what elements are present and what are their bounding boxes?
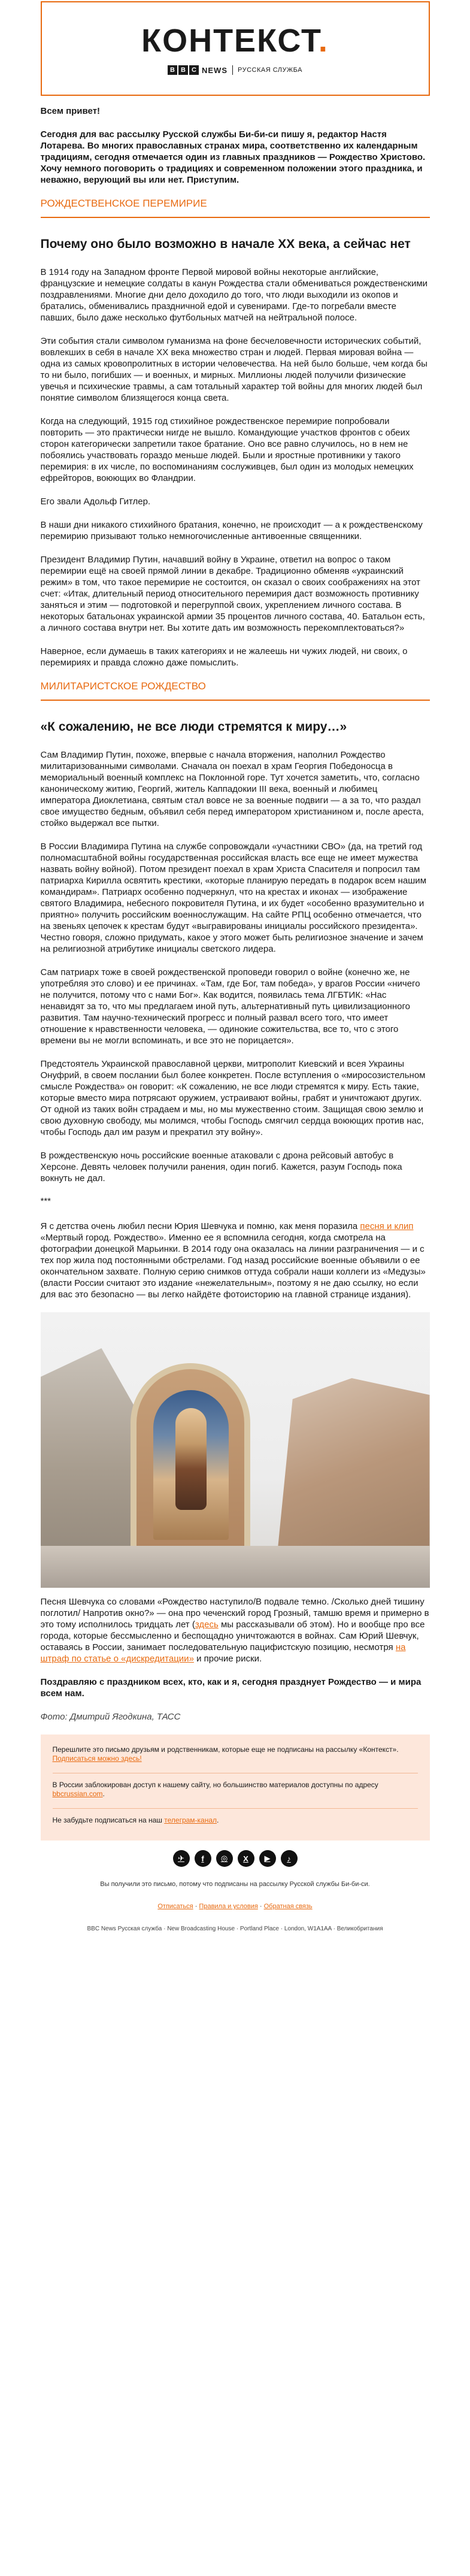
text-run: Песня Шевчука со словами «Рождество наступило/В подвале темно. /Сколько дней тишину поглотил/ Напротив окно?» — она про чеченский город Грозный, тамшю время и примерно в это тому исполнилось тридцать лет ( — [40, 1597, 429, 1630]
text-run: В России заблокирован доступ к нашему сайту, но большинство материалов доступны по адресу — [52, 1781, 378, 1789]
paragraph: Сам Владимир Путин, похоже, впервые с начала вторжения, наполнил Рождество милитаризованными символами. Сначала он поехал в храм Георгия Победоносца в мемориальный военный комплекс на Поклонной горе. Тут хочется заметить, что, согласно каноническому житию, Георгий, житель Каппадокии III века, военный и любимец императора Диоклетиана, святым стал вовсе не за военные подвиги — а за то, что раздал свое имущество бедным, объявил себя перед императором христианином и, после ареста, стойко выдержал все пытки. — [40, 750, 424, 828]
tiktok-icon[interactable]: ♪ — [281, 1850, 298, 1867]
footer-links — [41, 1902, 430, 1911]
paragraph — [41, 1596, 430, 1664]
text-run: . — [217, 1816, 219, 1824]
section-separator: *** — [40, 1196, 51, 1206]
saint-figure — [175, 1408, 207, 1510]
text-run: Я с детства очень любил песни Юрия Шевчука и помню, как меня поразила — [40, 1221, 360, 1231]
x-twitter-icon[interactable]: X — [238, 1850, 254, 1867]
telegram-icon[interactable]: ✈ — [173, 1850, 190, 1867]
newsletter-body — [41, 96, 430, 1723]
section-headline: Почему оно было возможно в начале XX века, а сейчас нет — [40, 237, 411, 251]
logo-text: КОНТЕКСТ — [141, 23, 319, 59]
text-run: Не забудьте подписаться на наш — [52, 1816, 165, 1824]
feedback-link[interactable]: Обратная связь — [263, 1903, 313, 1910]
unsubscribe-link[interactable]: Отписаться — [157, 1903, 193, 1910]
paragraph: Наверное, если думаешь в таких категориях и не жалеешь ни чужих людей, ни своих, о перемириях и правда сложно даже помыслить. — [40, 646, 408, 668]
newsletter-header — [41, 1, 430, 96]
debris — [41, 1546, 430, 1588]
section-headline: «К сожалению, не все люди стремятся к миру…» — [40, 720, 347, 734]
bbc-divider — [232, 65, 233, 75]
forward-note — [53, 1745, 418, 1763]
paragraph: Эти события стали символом гуманизма на фоне бесчеловечности исторических событий, вовлекших в себя в начале XX века множество стран и людей. Первая мировая война — одна из самых кровопролитных в истории человечества. На ней было больше, чем когда бы то ни было, погибших — и военных, и мирных. Миллионы людей получили физические увечья и психические травмы, а сам тотальный характер той войны для многих людей был понятие символом близящегося конца света. — [40, 336, 427, 403]
telegram-channel-link[interactable]: телеграм-канал — [164, 1816, 217, 1824]
bbc-letter: B — [178, 65, 188, 75]
divider — [53, 1808, 418, 1809]
footer-disclaimer — [41, 1880, 430, 1933]
bbc-logo — [168, 65, 199, 75]
separator: · — [257, 1903, 264, 1910]
text-run: Перешлите это письмо друзьям и родственникам, которые еще не подписаны на рассылку «Контекст». — [52, 1745, 399, 1754]
ruined-church-photo — [41, 1312, 430, 1588]
mirror-site-link[interactable]: bbcrussian.com — [52, 1790, 103, 1798]
text-run: . — [102, 1790, 105, 1798]
here-link[interactable]: здесь — [195, 1620, 219, 1630]
service-name: РУССКАЯ СЛУЖБА — [238, 66, 302, 74]
bbc-branding — [168, 65, 302, 75]
facebook-icon[interactable]: f — [195, 1850, 211, 1867]
section-title-truce: РОЖДЕСТВЕНСКОЕ ПЕРЕМИРИЕ — [41, 198, 430, 218]
youtube-icon[interactable]: ▶ — [259, 1850, 276, 1867]
telegram-note — [53, 1816, 418, 1825]
paragraph: В наши дни никакого стихийного братания, конечно, не происходит — а к рождественскому перемирию призывают только немногочисленные антивоенные священники. — [40, 520, 423, 541]
bbc-letter: B — [168, 65, 177, 75]
section-title-militarist: МИЛИТАРИСТСКОЕ РОЖДЕСТВО — [41, 680, 430, 701]
terms-link[interactable]: Правила и условия — [199, 1903, 258, 1910]
separator: · — [193, 1903, 199, 1910]
paragraph: Когда на следующий, 1915 год стихийное рождественское перемирие попробовали повторить — это практически нигде не вышло. Командующие участков фронтов с обеих сторон категорически запретили такое братание. Оно все равно случилось, но в нем не побоялись участвовать гораздо меньше людей. Были и яростные противники у такого перемирия: в их числе, по воспоминаниям сослуживцев, был один из молодых немецких ефрейторов, воюющих во Фландрии. — [40, 416, 414, 483]
closing-greeting: Поздравляю с праздником всех, кто, как и я, сегодня празднует Рождество — и мира всем нам. — [40, 1677, 422, 1699]
greeting: Всем привет! — [40, 106, 101, 116]
intro-paragraph: Сегодня для вас рассылку Русской службы Би-би-си пишу я, редактор Настя Лотарева. Во многих православных странах мира, соответственно их календарным традициям, сегодня отмечается один из главных праздников — Рождество Христово. Хочу немного поговорить о традициях и современном положении этого праздника, и неважно, верующий вы или нет. Приступим. — [40, 129, 426, 185]
logo-dot: . — [318, 23, 329, 59]
paragraph: В рождественскую ночь российские военные атаковали с дрона рейсовый автобус в Херсоне. Девять человек получили ранения, один погиб. Кажется, разум Господь пока вокнуть не дал. — [40, 1151, 402, 1183]
paragraph: Предстоятель Украинской православной церкви, митрополит Киевский и всея Украины Онуфрий, в своем послании был более конкретен. После вступления о «миросозистельном смысле Рождества» он говорит: «К сожалению, не все люди стремятся к миру. Есть такие, которые вместо мира потрясают оружием, устраивают войны, грабят и уничтожают других. От одной из таких войн страдаем и мы, но мы мужественно стоим. Защищая свою землю и свою духовную свободу, мы молимся, чтобы Господь смягчил сердца воюющих против нас, чтобы Господь дал им разум и прекратил эту войну». — [40, 1059, 426, 1137]
fine-article-link[interactable]: на штраф по статье о «дискредитации» — [40, 1642, 406, 1664]
bbc-letter: C — [189, 65, 199, 75]
paragraph — [41, 1221, 430, 1300]
paragraph: В 1914 году на Западном фронте Первой мировой войны некоторые английские, французские и немецкие солдаты в канун Рождества стали обмениваться рождественскими поздравлениями. Многие дни дело доходило до того, что люди выходили из окопов и братались, обменивались праздничной едой и сувенирами. Где-то погребали вместе павших, было даже несколько футбольных матчей на нейтральной полосе. — [40, 267, 428, 323]
text-run: мы рассказывали об этом). Но и вообще про все города, которые бессмысленно и беспощадно уничтожаются в войнах. Сам Юрий Шевчук, оставаясь в России, занимает последовательную пацифистскую позицию, несмотря — [40, 1620, 425, 1652]
paragraph: Сам патриарх тоже в своей рождественской проповеди говорил о войне (конечно же, не употребляя это слово) и ее причинах. «Там, где Бог, там победа», у врагов России «ничего не получится, потому что с нами Бог». Как водится, появилась тема ЛГБТИК: «Нас ненавидят за то, что мы предлагаем иной путь, альтернативный путь цивилизационного развития. Там научно-технический прогресс и полный развал всего того, что имеет отношение к нравственности человека, — одинокие сожительства, все то, что с этого времени вы не могли вспоминать, и все это не порицается». — [40, 967, 420, 1046]
subscription-reason: Вы получили это письмо, потому что подписаны на рассылку Русской службы Би-би-си. — [100, 1881, 370, 1888]
song-link[interactable]: песня и клип — [360, 1221, 414, 1231]
social-links — [0, 1850, 470, 1867]
text-run: и прочие риски. — [193, 1654, 262, 1664]
paragraph: В России Владимира Путина на службе сопровождали «участники СВО» (да, на третий год полномасштабной войны государственная российская власть все еще не имеет мужества назвать войну войной). Потом президент поехал в храм Христа Спасителя и попросил там патриарха Кирилла освятить крестики, «которые планирую передать в подарок всем нашим командирам». Патриарх особенно подчеркнул, что на крестах и иконах — изображение святого Владимира, небесного покровителя Путина, и их будет «особенно вразумительно и приятно» получить российским военнослужащим. На сайте РПЦ особенно отмечается, что на звеньях цепочек к крестам будут «выгравированы инициалы российского президента». Честно говоря, сложно придумать, какое у этого может быть религиозное значение и зачем на религиозной атрибутике инициалы светского лидера. — [40, 841, 427, 954]
paragraph: Его звали Адольф Гитлер. — [40, 497, 151, 507]
text-run: «Мертвый город. Рождество». Именно ее я вспомнила сегодня, когда смотрела на фотографии донецкой Марьинки. В 2014 году она оказалась на линии разграничения — и с тех пор жила под постоянными обстрелами. Год назад российские военные объявили о ее окончательном захвате. Полную серию снимков оттуда собрали наши коллеги из «Медузы» (власти России считают это издание «нежелательным», поэтому я не даю ссылку, но если для вас это безопасно — вы легко найдёте фотоисторию на главной странице издания). — [40, 1233, 426, 1300]
photo-credit: Фото: Дмитрий Ягодкина, ТАСС — [40, 1712, 181, 1722]
paragraph: Президент Владимир Путин, начавший войну в Украине, ответил на вопрос о таком перемирии ещё на своей прямой линии в декабре. Традиционно обменяв «украинский режим» в том, что такое перемирие не состоится, он сказал о своих соображениях на этот счет: «Итак, длительный период относительного перемирия даст возможность противнику заняться и этим — подготовкой и перегруппой своих, укреплением личного состава. В некоторых батальонах украинской армии 35 процентов личного состава, 40. Батальон есть, а личного состава внутри нет. Вы хотите дать им возможность перекомплектоваться?» — [40, 555, 425, 633]
subscribe-link[interactable]: Подписаться можно здесь! — [52, 1754, 142, 1763]
russia-access-note — [53, 1781, 418, 1799]
footer-promo-box — [41, 1735, 430, 1841]
kontekst-logo — [141, 22, 329, 59]
postal-address: BBC News Русская служба · New Broadcasting House · Portland Place · London, W1A1AA · Великобритания — [87, 1926, 383, 1932]
bbc-news-label: NEWS — [202, 65, 228, 75]
instagram-icon[interactable]: ◎ — [216, 1850, 233, 1867]
